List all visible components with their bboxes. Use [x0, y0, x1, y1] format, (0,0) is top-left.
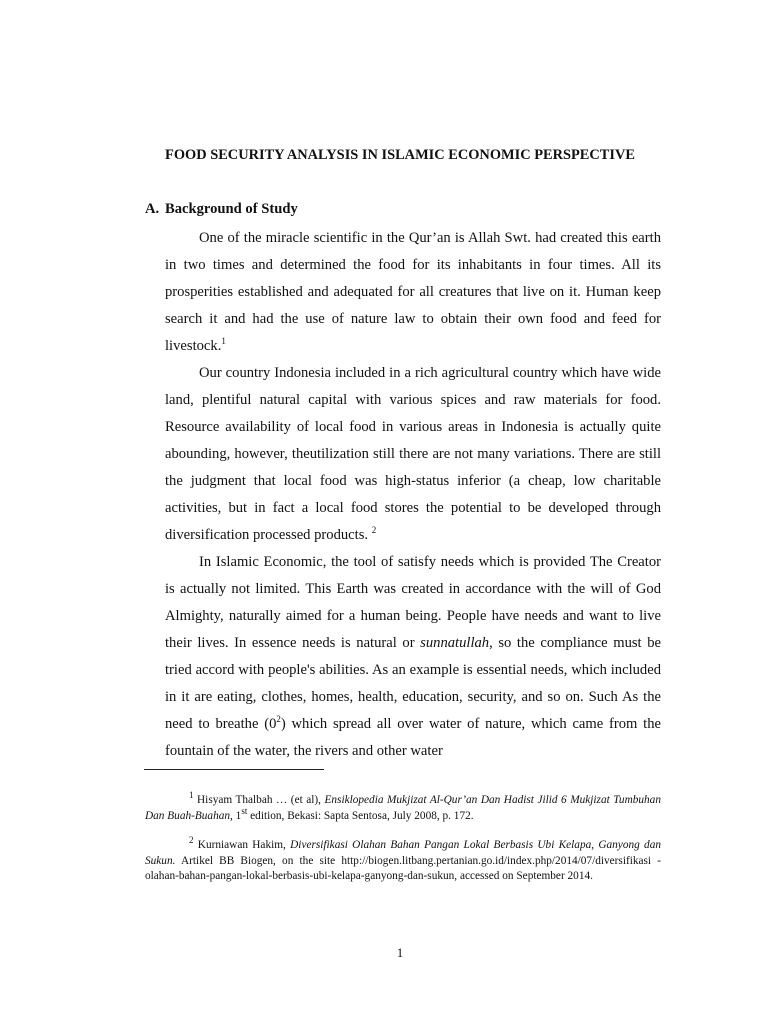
page-number: 1 [396, 945, 404, 960]
footnote-1-author: Hisyam Thalbah [197, 794, 273, 806]
footnote-1-publisher: edition, Bekasi: Sapta Sentosa, July 2008, p. 172. [247, 809, 474, 822]
paragraph-3-text-c: ) which spread all over water of nature, which came from the fountain of the water, the rivers and other water [165, 716, 661, 759]
footnote-1-etal: … (et al), [276, 794, 321, 806]
section-number: A. [145, 201, 160, 217]
paragraph-3-superscript: 2 [276, 714, 281, 725]
paragraph-1-text: One of the miracle scientific in the Qur’an is Allah Swt. had created this earth in two times and determined the food for its inhabitants in four times. All its prosperities established and adequated for all creatures that live on it. Human keep search it and had the use of nature law to obtain their own food and feed for livestock. [165, 230, 661, 354]
footnote-1-number: 1 [189, 790, 194, 801]
paragraph-3-italic: sunnatullah [420, 635, 490, 651]
body-text [165, 225, 661, 765]
paragraph-3-text-b: , so the compliance must be tried accord with people's abilities. As an example is essential needs, which included in it are eating, clothes, homes, health, education, security, and so on. Such As the need to breathe (0 [165, 635, 661, 732]
paragraph-2-text: Our country Indonesia included in a rich agricultural country which have wide land, plentiful natural capital with various spices and raw materials for food. Resource availability of local food in various areas in Indonesia is actually quite abounding, however, theutilization still there are not many variations. There are still the judgment that local food was high-status inferior (a cheap, low charitable activities, but in fact a local food stores the potential to be developed through diversification processed products. [165, 365, 661, 543]
footnote-separator [144, 769, 324, 770]
footnote-ref-2: 2 [371, 525, 377, 536]
footnote-1-edition: , 1 [230, 809, 242, 822]
section-title: Background of Study [165, 201, 298, 217]
paragraph-2 [165, 360, 661, 549]
document-title: FOOD SECURITY ANALYSIS IN ISLAMIC ECONOMIC PERSPECTIVE [165, 147, 635, 163]
footnote-1 [145, 790, 661, 824]
footnote-2-title: Diversifikasi Olahan Bahan Pangan Lokal Berbasis Ubi Kelapa, Ganyong dan Sukun. [145, 839, 661, 867]
paragraph-3-text-a: In Islamic Economic, the tool of satisfy needs which is provided The Creator is actually not limited. This Earth was created in accordance with the will of God Almighty, naturally aimed for a human being. People have needs and want to live their lives. In essence needs is natural or [165, 554, 661, 651]
footnote-1-edition-sup: st [241, 805, 248, 816]
paragraph-3 [165, 549, 661, 765]
footnote-2-author: Kurniawan Hakim, [197, 839, 286, 851]
paragraph-1 [165, 225, 661, 360]
footnote-2-number: 2 [189, 835, 194, 846]
footnote-2 [145, 835, 661, 885]
footnote-2-source: Artikel BB Biogen, on the site http://biogen.litbang.pertanian.go.id/index.php/2014/07/diversifikasi -olahan-bahan-pangan-lokal-berbasis-ubi-kelapa-ganyong-dan-sukun, accessed on September 2014. [145, 854, 661, 882]
section-heading [145, 201, 298, 218]
footnote-ref-1: 1 [221, 336, 226, 347]
footnote-1-title: Ensiklopedia Mukjizat Al-Qur’an Dan Hadist Jilid 6 Mukjizat Tumbuhan Dan Buah-Buahan [145, 794, 661, 822]
